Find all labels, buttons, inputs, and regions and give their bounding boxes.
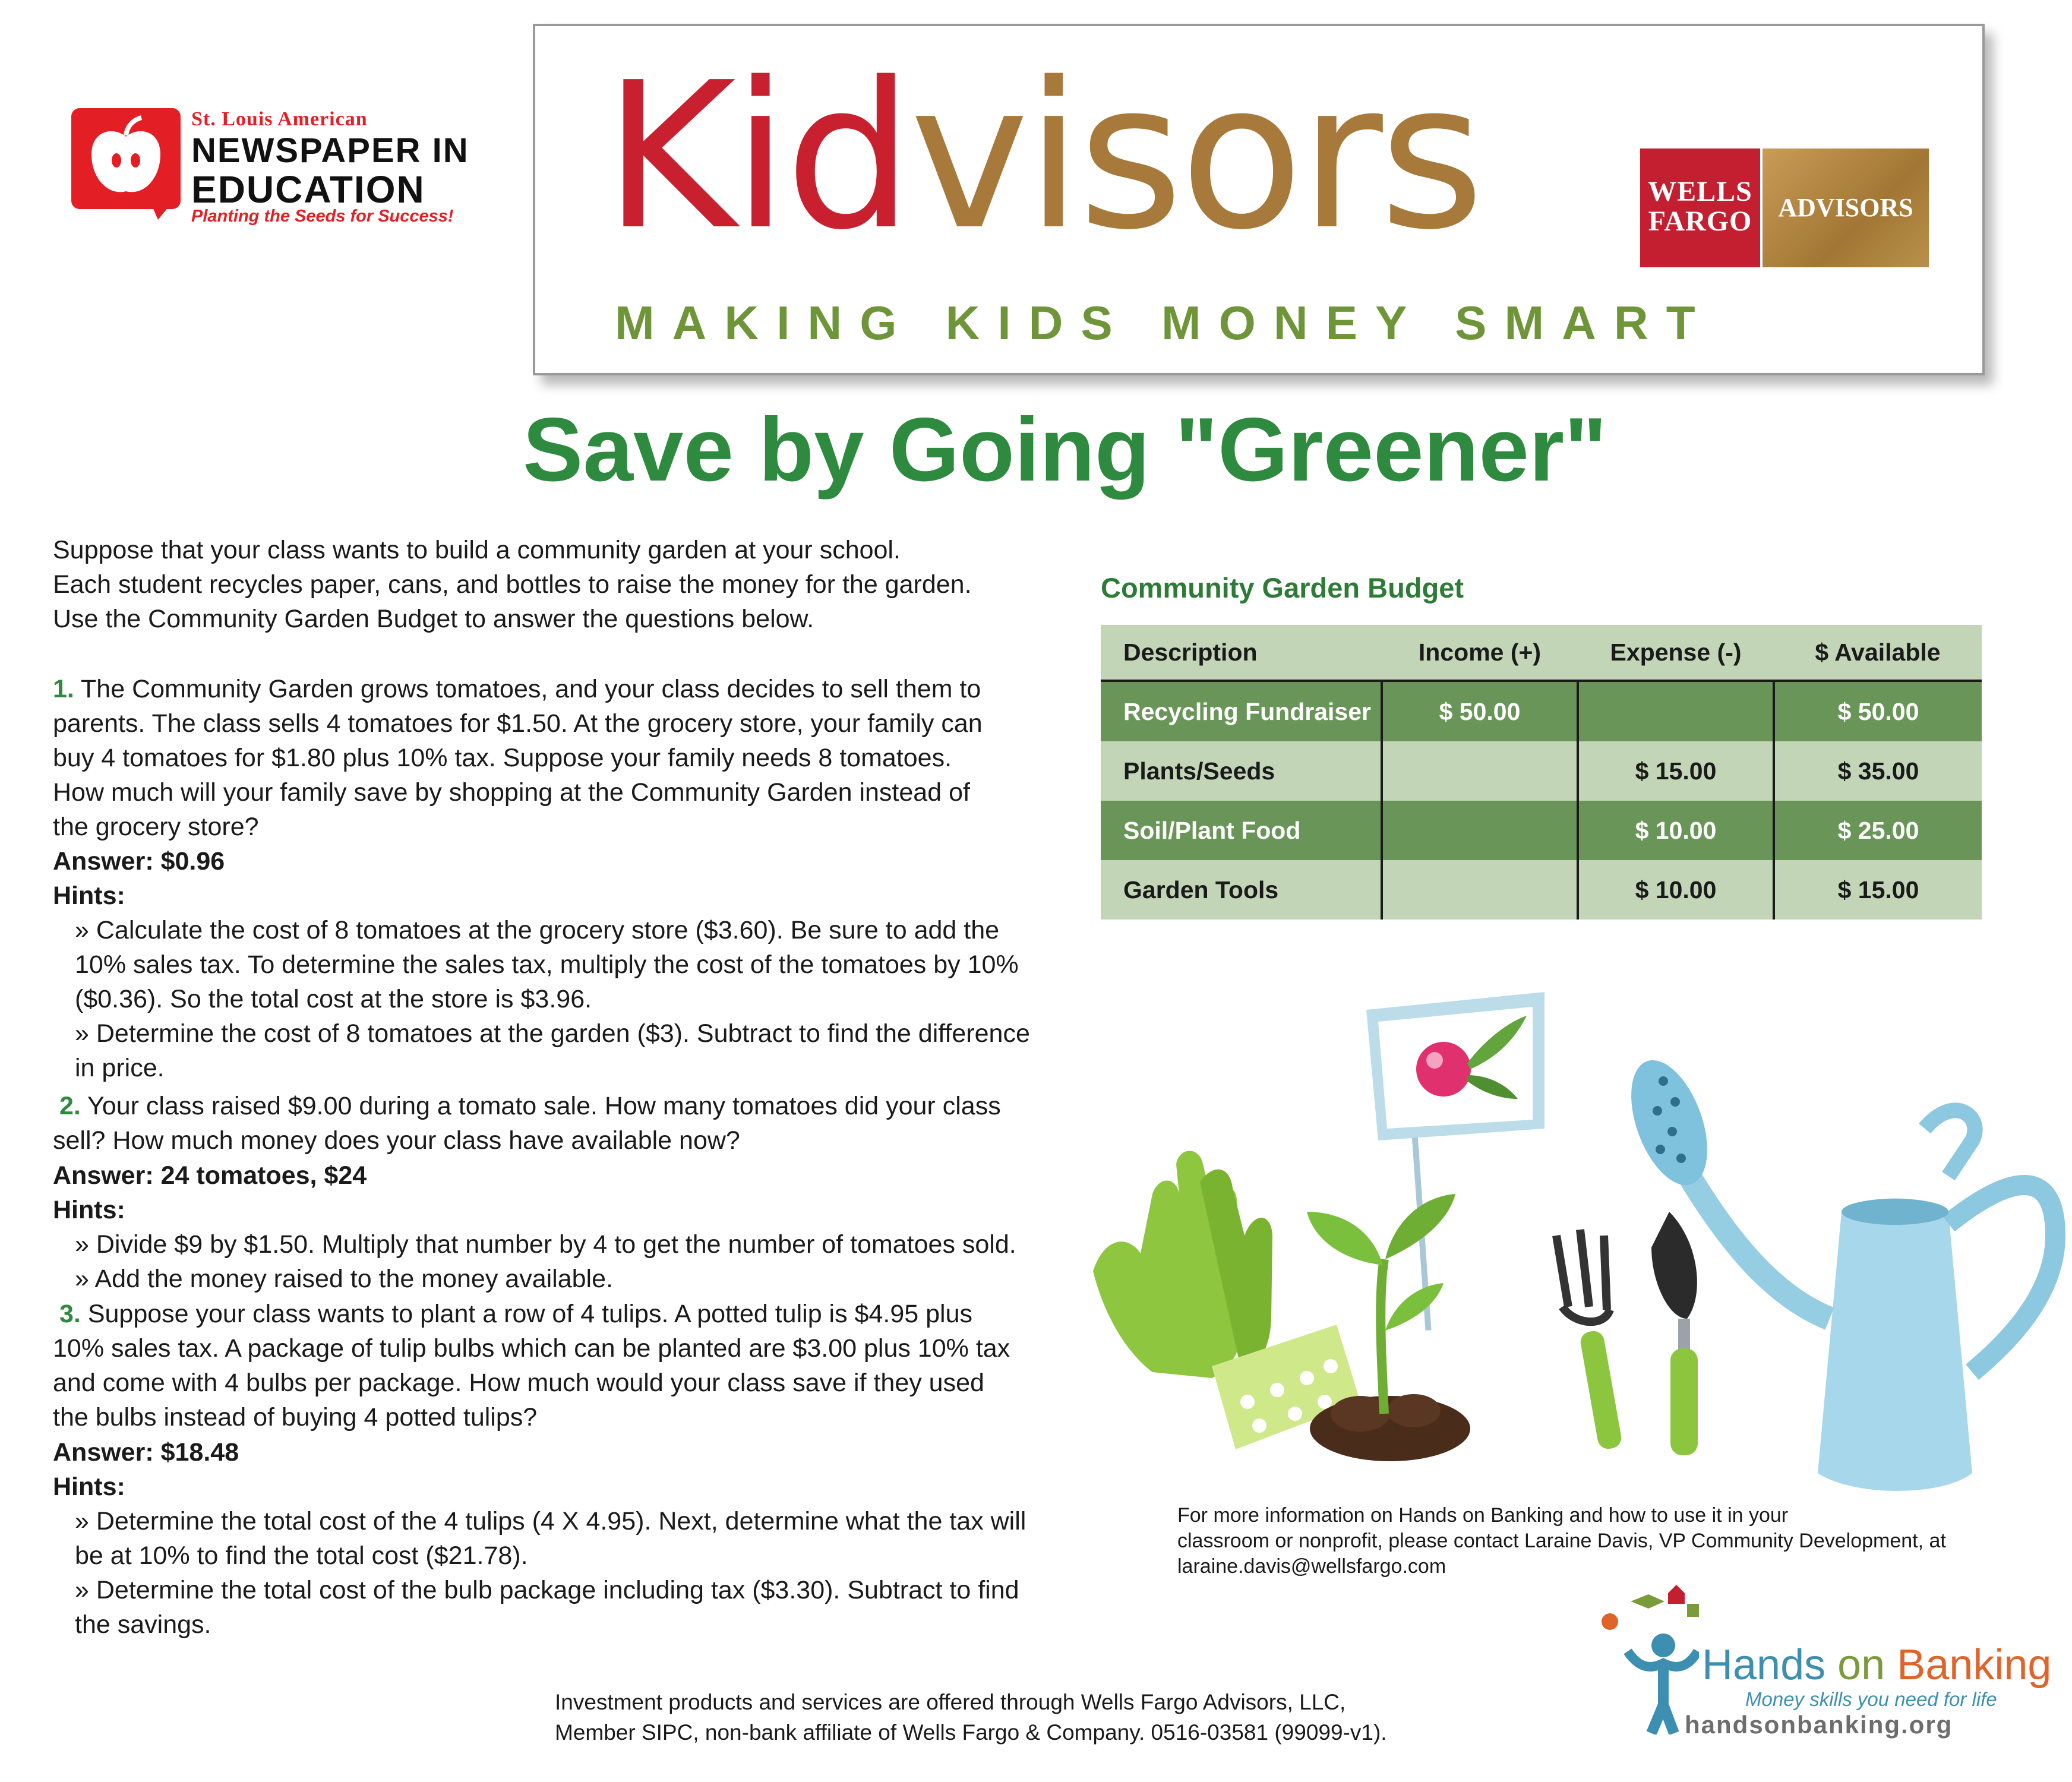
table-row [1101,860,1982,920]
question-3-line: 10% sales tax. A package of tulip bulbs which can be planted are $3.00 plus 10% tax [53,1334,1010,1363]
table-cell [1382,741,1578,801]
hands-on-banking-wordmark: Hands on Banking [1702,1641,2052,1689]
question-1-hint: 10% sales tax. To determine the sales tax, multiply the cost of the tomatoes by 10% [75,950,1019,979]
kidvisors-title [604,26,1481,287]
question-1-hints-label: Hints: [53,881,125,910]
table-cell: Plants/Seeds [1101,741,1382,801]
question-2-first-line: 2. Your class raised $9.00 during a tomato sale. How many tomatoes did your class [59,1092,1001,1120]
title-visors: visors [909,39,1482,274]
question-1-hint: » Calculate the cost of 8 tomatoes at the grocery store ($3.60). Be sure to add the [75,916,1000,944]
newspaper-in-education-logo [71,106,481,225]
question-3-line: and come with 4 bulbs per package. How much would your class save if they used [53,1369,984,1397]
wf-advisors: ADVISORS [1778,193,1913,222]
title-kid: Kid [604,39,910,274]
question-3-line: the bulbs instead of buying 4 potted tulips? [53,1403,538,1432]
question-3-hint: the savings. [75,1610,211,1639]
intro-line-2: Each student recycles paper, cans, and bottles to raise the money for the garden. [53,570,972,599]
question-1-answer: Answer: $0.96 [53,847,225,876]
wf-line2: FARGO [1648,206,1752,237]
intro-line-1: Suppose that your class wants to build a community garden at your school. [53,536,901,564]
table-cell: $ 15.00 [1578,741,1774,801]
table-row [1101,741,1982,801]
table-cell: Recycling Fundraiser [1101,681,1382,741]
wells-fargo-advisors-logo [1640,148,1929,267]
trowel-icon [1651,1212,1698,1455]
page-title: Save by Going "Greener" [523,399,1607,500]
column-header: Expense (-) [1578,625,1774,681]
table-row [1101,681,1982,741]
contact-info [1177,1503,1946,1579]
question-1-line: the grocery store? [53,813,259,841]
nie-tagline: Planting the Seeds for Success! [191,207,454,226]
nie-line1: NEWSPAPER IN [191,131,469,170]
question-1-line: How much will your family save by shopping at the Community Garden instead of [53,778,970,807]
question-3-answer: Answer: $18.48 [53,1438,239,1467]
apple-icon [71,108,181,209]
garden-illustration [1081,986,2072,1515]
contact-line: classroom or nonprofit, please contact Laraine Davis, VP Community Development, at [1177,1530,1946,1552]
hands-on-banking-figure-icon [1598,1580,1699,1734]
question-3-first-line: 3. Suppose your class wants to plant a row of 4 tulips. A potted tulip is $4.95 plus [59,1300,972,1328]
kidvisors-subtitle: MAKING KIDS MONEY SMART [615,296,1713,349]
disclaimer-footer [555,1687,1387,1748]
question-3-hint: » Determine the total cost of the bulb package including tax ($3.30). Subtract to find [75,1576,1019,1604]
column-header: Income (+) [1382,625,1578,681]
table-cell [1382,801,1578,860]
question-2-line: sell? How much money does your class have available now? [53,1126,740,1155]
question-3-number: 3. [59,1300,81,1328]
question-3-hint: be at 10% to find the total cost ($21.78). [75,1541,528,1570]
wf-line1: WELLS [1648,176,1752,207]
column-header: $ Available [1774,625,1982,681]
table-cell: $ 50.00 [1774,681,1982,741]
question-2-number: 2. [59,1092,81,1120]
question-1-line: buy 4 tomatoes for $1.80 plus 10% tax. Suppose your family needs 8 tomatoes. [53,744,952,772]
radish-sign-icon [1366,992,1544,1331]
question-2-hints-label: Hints: [53,1196,125,1224]
question-1-line: parents. The class sells 4 tomatoes for $1.50. At the grocery store, your family can [53,709,983,738]
table-cell: Garden Tools [1101,860,1382,920]
table-cell: $ 50.00 [1382,681,1578,741]
gardening-gloves-icon [1093,1151,1360,1450]
hand-fork-icon [1556,1230,1623,1451]
question-2-hint: » Divide $9 by $1.50. Multiply that number by 4 to get the number of tomatoes sold. [75,1230,1016,1259]
table-row [1101,801,1982,860]
question-1-first-line: 1. The Community Garden grows tomatoes, and your class decides to sell them to [53,675,981,703]
kidvisors-banner [533,24,1985,375]
question-3-hints-label: Hints: [53,1473,125,1501]
question-3-hint: » Determine the total cost of the 4 tulips (4 X 4.95). Next, determine what the tax will [75,1507,1026,1535]
table-cell: $ 10.00 [1578,860,1774,920]
table-cell: Soil/Plant Food [1101,801,1382,860]
table-header-row [1101,625,1982,681]
footer-line: Investment products and services are offered through Wells Fargo Advisors, LLC, [555,1690,1346,1714]
contact-email: laraine.davis@wellsfargo.com [1177,1555,1446,1578]
budget-table-title: Community Garden Budget [1101,572,1464,604]
table-cell: $ 35.00 [1774,741,1982,801]
column-header: Description [1101,625,1382,681]
question-2-hint: » Add the money raised to the money available. [75,1265,613,1293]
table-cell: $ 10.00 [1578,801,1774,860]
nie-line2: EDUCATION [191,168,425,211]
intro-line-3: Use the Community Garden Budget to answer the questions below. [53,605,814,633]
table-cell [1578,681,1774,741]
question-1-number: 1. [53,675,74,703]
nie-publisher: St. Louis American [191,108,368,130]
question-1-hint: ($0.36). So the total cost at the store is $3.96. [75,985,592,1013]
question-1-hint: » Determine the cost of 8 tomatoes at the garden ($3). Subtract to find the difference [75,1019,1030,1048]
contact-line: For more information on Hands on Banking and how to use it in your [1177,1504,1789,1527]
hands-on-banking-url[interactable]: handsonbanking.org [1685,1711,1953,1739]
question-2-answer: Answer: 24 tomatoes, $24 [53,1161,367,1190]
footer-line: Member SIPC, non-bank affiliate of Wells Fargo & Company. 0516-03581 (99099-v1). [555,1720,1387,1745]
table-cell: $ 15.00 [1774,860,1982,920]
hands-on-banking-slogan: Money skills you need for life [1745,1688,1997,1710]
table-cell: $ 25.00 [1774,801,1982,860]
table-cell [1382,860,1578,920]
budget-table [1101,625,1982,920]
question-1-hint: in price. [75,1054,165,1082]
